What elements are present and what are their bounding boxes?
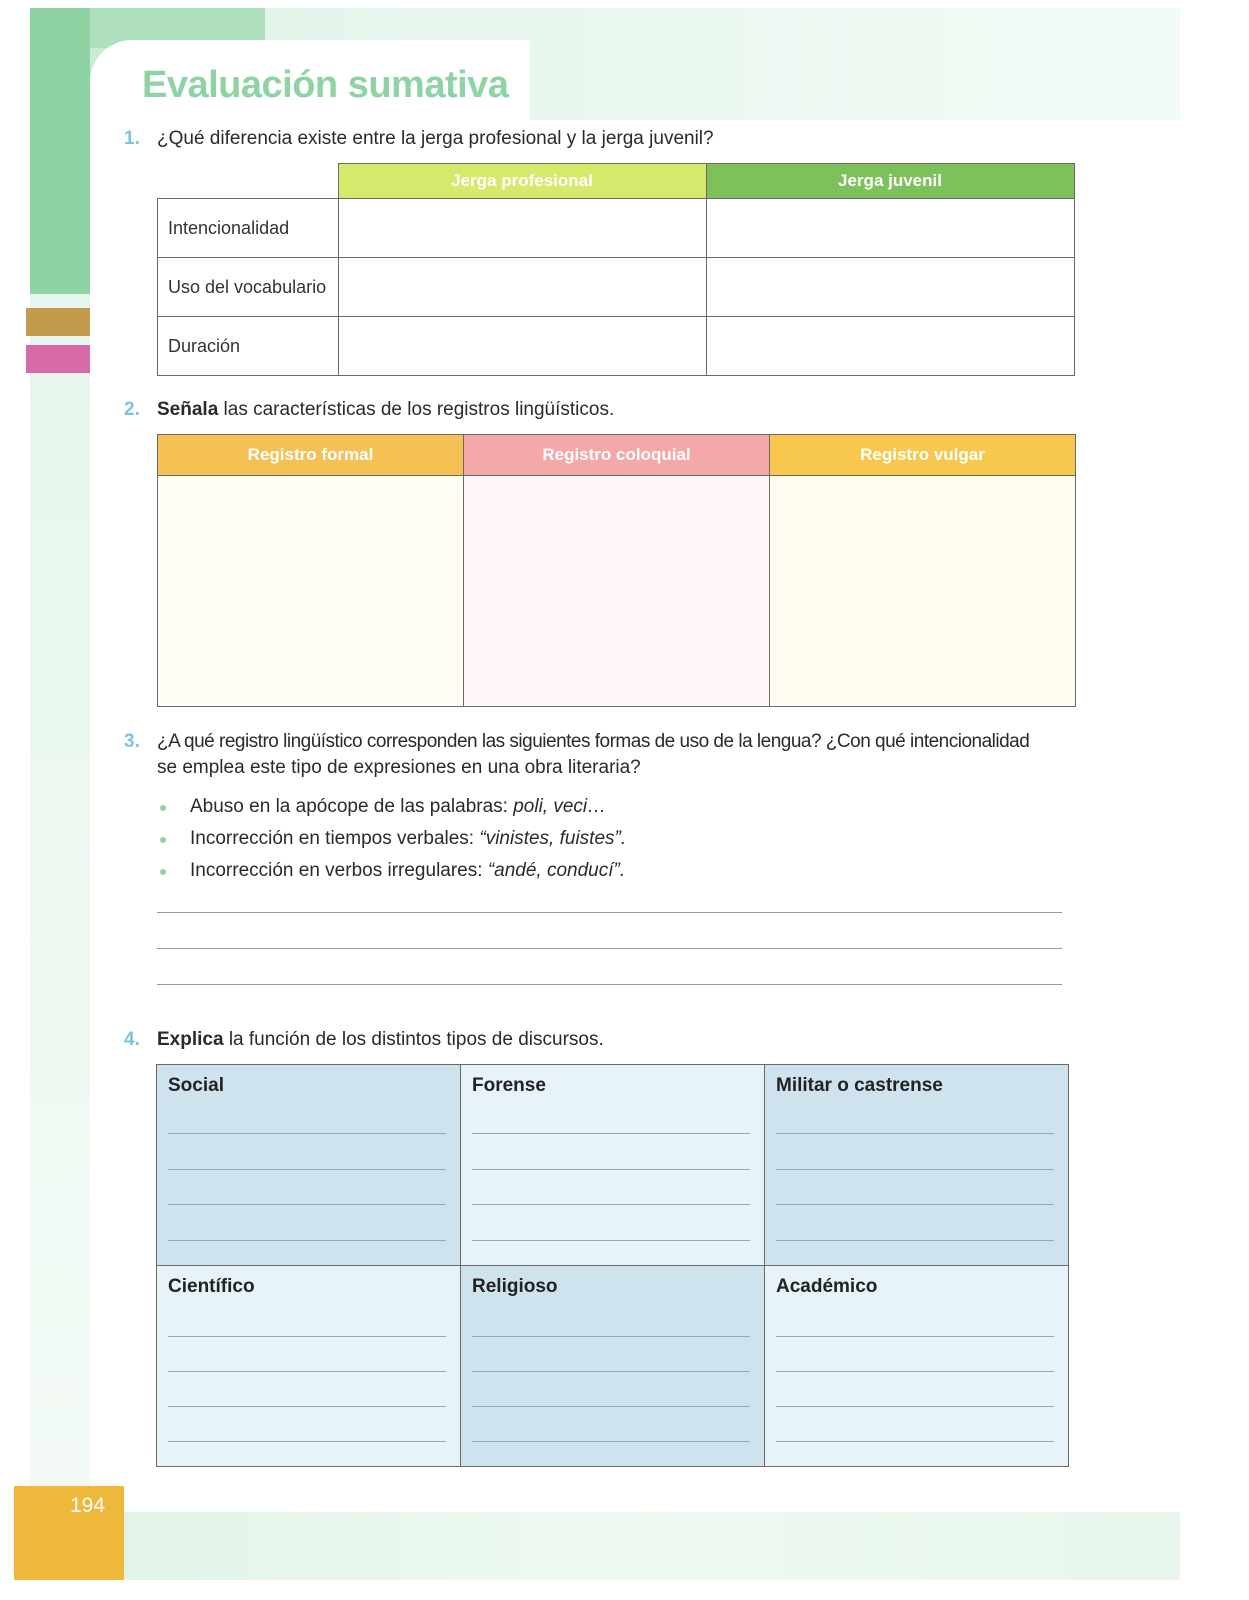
question-4-rest: la función de los distintos tipos de discursos. xyxy=(223,1029,604,1050)
page-number: 194 xyxy=(70,1494,106,1517)
cell-line xyxy=(168,1133,446,1134)
answer-cell[interactable] xyxy=(338,199,706,258)
cell-forense[interactable] xyxy=(461,1065,765,1266)
question-2-verb: Señala xyxy=(157,399,219,420)
bullet-text: Incorrección en verbos irregulares: xyxy=(190,860,488,881)
cell-cientifico[interactable] xyxy=(157,1266,461,1467)
question-1-text: ¿Qué diferencia existe entre la jerga profesional y la jerga juvenil? xyxy=(157,128,714,149)
cell-title: Social xyxy=(168,1075,224,1096)
color-stripe-brown xyxy=(26,308,90,336)
cell-line xyxy=(472,1204,750,1205)
bottom-band xyxy=(30,1512,1180,1580)
bullet-dot xyxy=(160,805,166,811)
page-title: Evaluación sumativa xyxy=(142,64,509,106)
jerga-table xyxy=(157,163,1075,376)
cell-line xyxy=(168,1371,446,1372)
question-2-text xyxy=(157,399,614,421)
cell-line xyxy=(472,1133,750,1134)
cell-line xyxy=(776,1204,1054,1205)
question-2-rest: las características de los registros lingüísticos. xyxy=(218,399,615,420)
bullet-example: poli, veci… xyxy=(513,796,607,817)
bullet-dot xyxy=(160,837,166,843)
cell-line xyxy=(472,1406,750,1407)
cell-line xyxy=(776,1406,1054,1407)
cell-line xyxy=(776,1371,1054,1372)
bullet-item xyxy=(190,796,606,818)
cell-line xyxy=(168,1169,446,1170)
question-4-number: 4. xyxy=(124,1029,140,1050)
answer-line[interactable] xyxy=(157,948,1062,949)
cell-line xyxy=(168,1441,446,1442)
bullet-item xyxy=(190,828,626,850)
table-corner xyxy=(158,164,339,199)
answer-line[interactable] xyxy=(157,912,1062,913)
cell-social[interactable] xyxy=(157,1065,461,1266)
bullet-example: “andé, conducí”. xyxy=(487,860,626,881)
cell-academico[interactable] xyxy=(765,1266,1069,1467)
bullet-dot xyxy=(160,869,166,875)
cell-line xyxy=(168,1240,446,1241)
bullet-text: Abuso en la apócope de las palabras: xyxy=(190,796,514,817)
answer-cell[interactable] xyxy=(338,317,706,376)
row-label-uso-vocabulario: Uso del vocabulario xyxy=(158,258,339,317)
answer-cell[interactable] xyxy=(706,258,1074,317)
cell-line xyxy=(776,1133,1054,1134)
cell-line xyxy=(776,1240,1054,1241)
column-header-jerga-juvenil: Jerga juvenil xyxy=(706,164,1074,199)
answer-cell[interactable] xyxy=(706,317,1074,376)
bullet-text: Incorrección en tiempos verbales: xyxy=(190,828,480,849)
cell-line xyxy=(776,1336,1054,1337)
cell-line xyxy=(472,1169,750,1170)
column-header-registro-formal: Registro formal xyxy=(158,435,464,476)
answer-cell-coloquial[interactable] xyxy=(464,476,770,707)
question-1-number: 1. xyxy=(124,128,140,149)
question-4-verb: Explica xyxy=(157,1029,224,1050)
answer-line[interactable] xyxy=(157,984,1062,985)
cell-line xyxy=(168,1204,446,1205)
cell-line xyxy=(472,1371,750,1372)
cell-line xyxy=(168,1336,446,1337)
column-header-registro-coloquial: Registro coloquial xyxy=(464,435,770,476)
row-label-intencionalidad: Intencionalidad xyxy=(158,199,339,258)
left-band-accent xyxy=(30,8,90,294)
bullet-example: “vinistes, fuistes”. xyxy=(479,828,627,849)
question-3-line-1: ¿A qué registro lingüístico corresponden las siguientes formas de uso de la lengua? ¿Con qué intencionalidad xyxy=(157,731,1030,752)
cell-title: Religioso xyxy=(472,1276,558,1297)
column-header-registro-vulgar: Registro vulgar xyxy=(770,435,1076,476)
question-4-text xyxy=(157,1029,604,1051)
cell-religioso[interactable] xyxy=(461,1266,765,1467)
answer-cell[interactable] xyxy=(338,258,706,317)
registros-table xyxy=(157,434,1076,707)
page-number-tab xyxy=(14,1486,124,1580)
answer-cell-vulgar[interactable] xyxy=(770,476,1076,707)
cell-militar[interactable] xyxy=(765,1065,1069,1266)
cell-line xyxy=(776,1169,1054,1170)
row-label-duracion: Duración xyxy=(158,317,339,376)
discursos-grid xyxy=(156,1064,1069,1467)
column-header-jerga-profesional: Jerga profesional xyxy=(338,164,706,199)
cell-line xyxy=(472,1336,750,1337)
answer-cell[interactable] xyxy=(706,199,1074,258)
bullet-item xyxy=(190,860,625,882)
question-2-number: 2. xyxy=(124,399,140,420)
cell-title: Militar o castrense xyxy=(776,1075,943,1096)
cell-line xyxy=(472,1441,750,1442)
answer-cell-formal[interactable] xyxy=(158,476,464,707)
question-3-line-2: se emplea este tipo de expresiones en una obra literaria? xyxy=(157,757,641,778)
left-band xyxy=(30,294,90,1494)
cell-title: Científico xyxy=(168,1276,255,1297)
cell-line xyxy=(776,1441,1054,1442)
cell-title: Forense xyxy=(472,1075,546,1096)
cell-line xyxy=(472,1240,750,1241)
question-3-number: 3. xyxy=(124,731,140,752)
cell-title: Académico xyxy=(776,1276,878,1297)
color-stripe-pink xyxy=(26,345,90,373)
cell-line xyxy=(168,1406,446,1407)
